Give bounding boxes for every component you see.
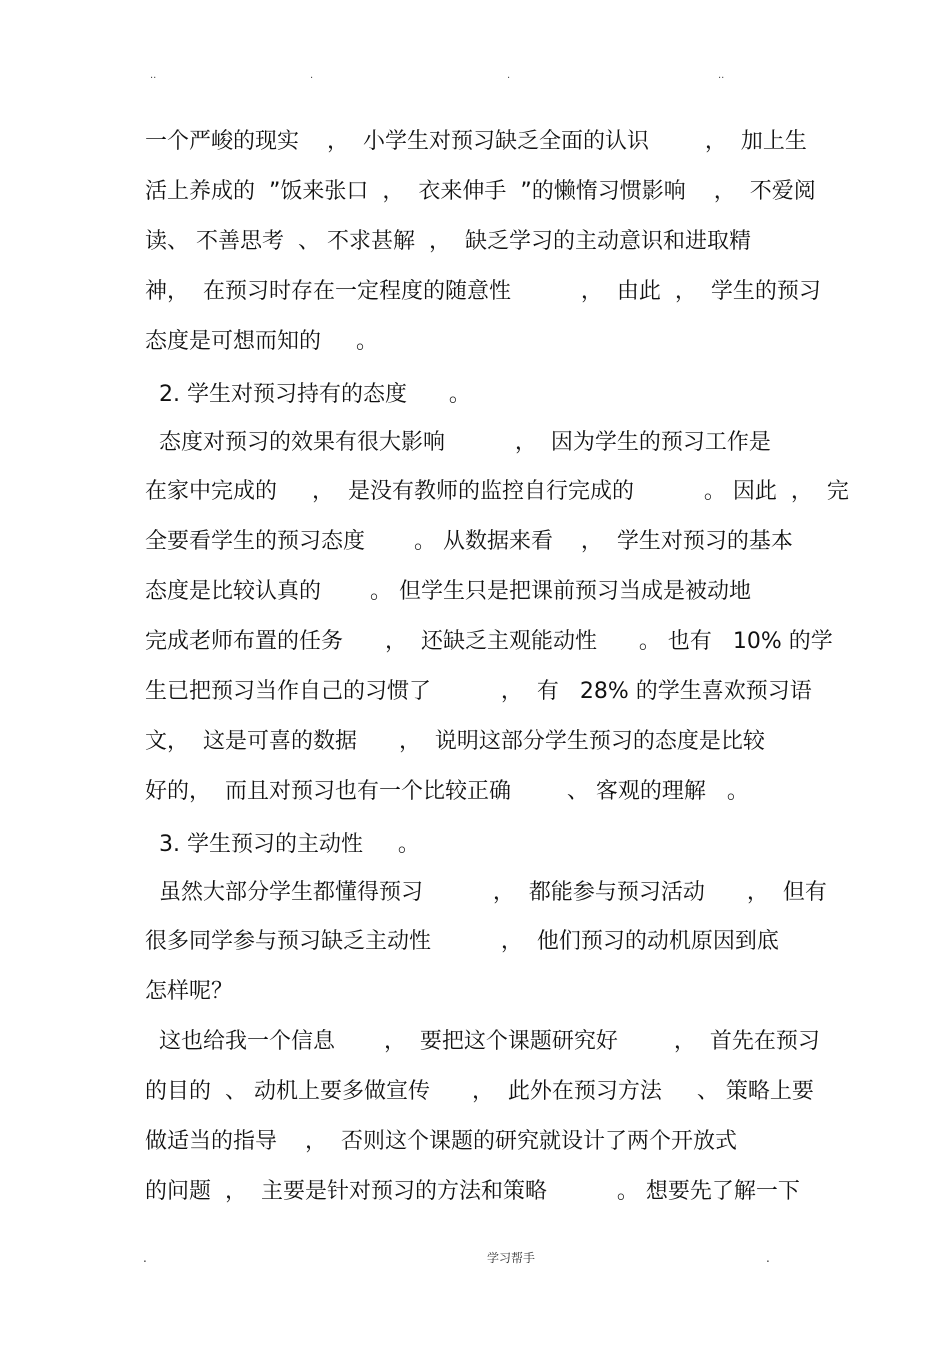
section-heading-2: 2. 学生对预习持有的态度 。: [145, 382, 471, 407]
body-line-9: 全要看学生的预习态度 。 从数据来看 ， 学生对预习的基本: [145, 529, 793, 554]
body-line-8: 在家中完成的 ， 是没有教师的监控自行完成的 。 因此 ， 完: [145, 479, 849, 504]
header-mark-2: .: [310, 70, 314, 81]
body-line-17: 很多同学参与预习缺乏主动性 ， 他们预习的动机原因到底: [145, 929, 779, 954]
body-line-5: 态度是可想而知的 。: [145, 329, 378, 354]
body-line-22: 的问题 ， 主要是针对预习的方法和策略 。 想要先了解一下: [145, 1179, 800, 1204]
body-line-18: 怎样呢？: [145, 979, 234, 1004]
body-line-12: 生已把预习当作自己的习惯了 ， 有 28% 的学生喜欢预习语: [145, 679, 812, 704]
body-line-16: 虽然大部分学生都懂得预习 ， 都能参与预习活动 ， 但有: [145, 880, 827, 905]
body-line-14: 好的， 而且对预习也有一个比较正确 、 客观的理解 。: [145, 779, 749, 804]
body-line-21: 做适当的指导 ， 否则这个课题的研究就设计了两个开放式: [145, 1129, 737, 1154]
header-mark-1: ..: [150, 70, 157, 81]
footer-right-mark: .: [766, 1251, 770, 1265]
footer-left-mark: .: [143, 1251, 147, 1265]
body-line-11: 完成老师布置的任务 ， 还缺乏主观能动性 。 也有 10% 的学: [145, 629, 833, 654]
body-line-3: 读、 不善思考 、 不求甚解 ， 缺乏学习的主动意识和进取精: [145, 229, 751, 254]
body-line-10: 态度是比较认真的 。 但学生只是把课前预习当成是被动地: [145, 579, 751, 604]
body-line-4: 神， 在预习时存在一定程度的随意性 ， 由此 ， 学生的预习: [145, 279, 821, 304]
body-line-7: 态度对预习的效果有很大影响 ， 因为学生的预习工作是: [145, 430, 771, 455]
body-line-19: 这也给我一个信息 ， 要把这个课题研究好 ， 首先在预习: [145, 1029, 820, 1054]
body-line-1: 一个严峻的现实 ， 小学生对预习缺乏全面的认识 ， 加上生: [145, 129, 807, 154]
footer-label: 学习帮手: [487, 1251, 536, 1265]
header-mark-4: ..: [718, 70, 725, 81]
body-line-13: 文， 这是可喜的数据 ， 说明这部分学生预习的态度是比较: [145, 729, 765, 754]
body-line-20: 的目的 、 动机上要多做宣传 ， 此外在预习方法 、 策略上要: [145, 1079, 814, 1104]
section-heading-3: 3. 学生预习的主动性 。: [145, 832, 420, 857]
body-line-2: 活上养成的 ”饭来张口 ， 衣来伸手 ”的懒惰习惯影响 ， 不爱阅: [145, 179, 816, 204]
header-mark-3: .: [507, 70, 511, 81]
